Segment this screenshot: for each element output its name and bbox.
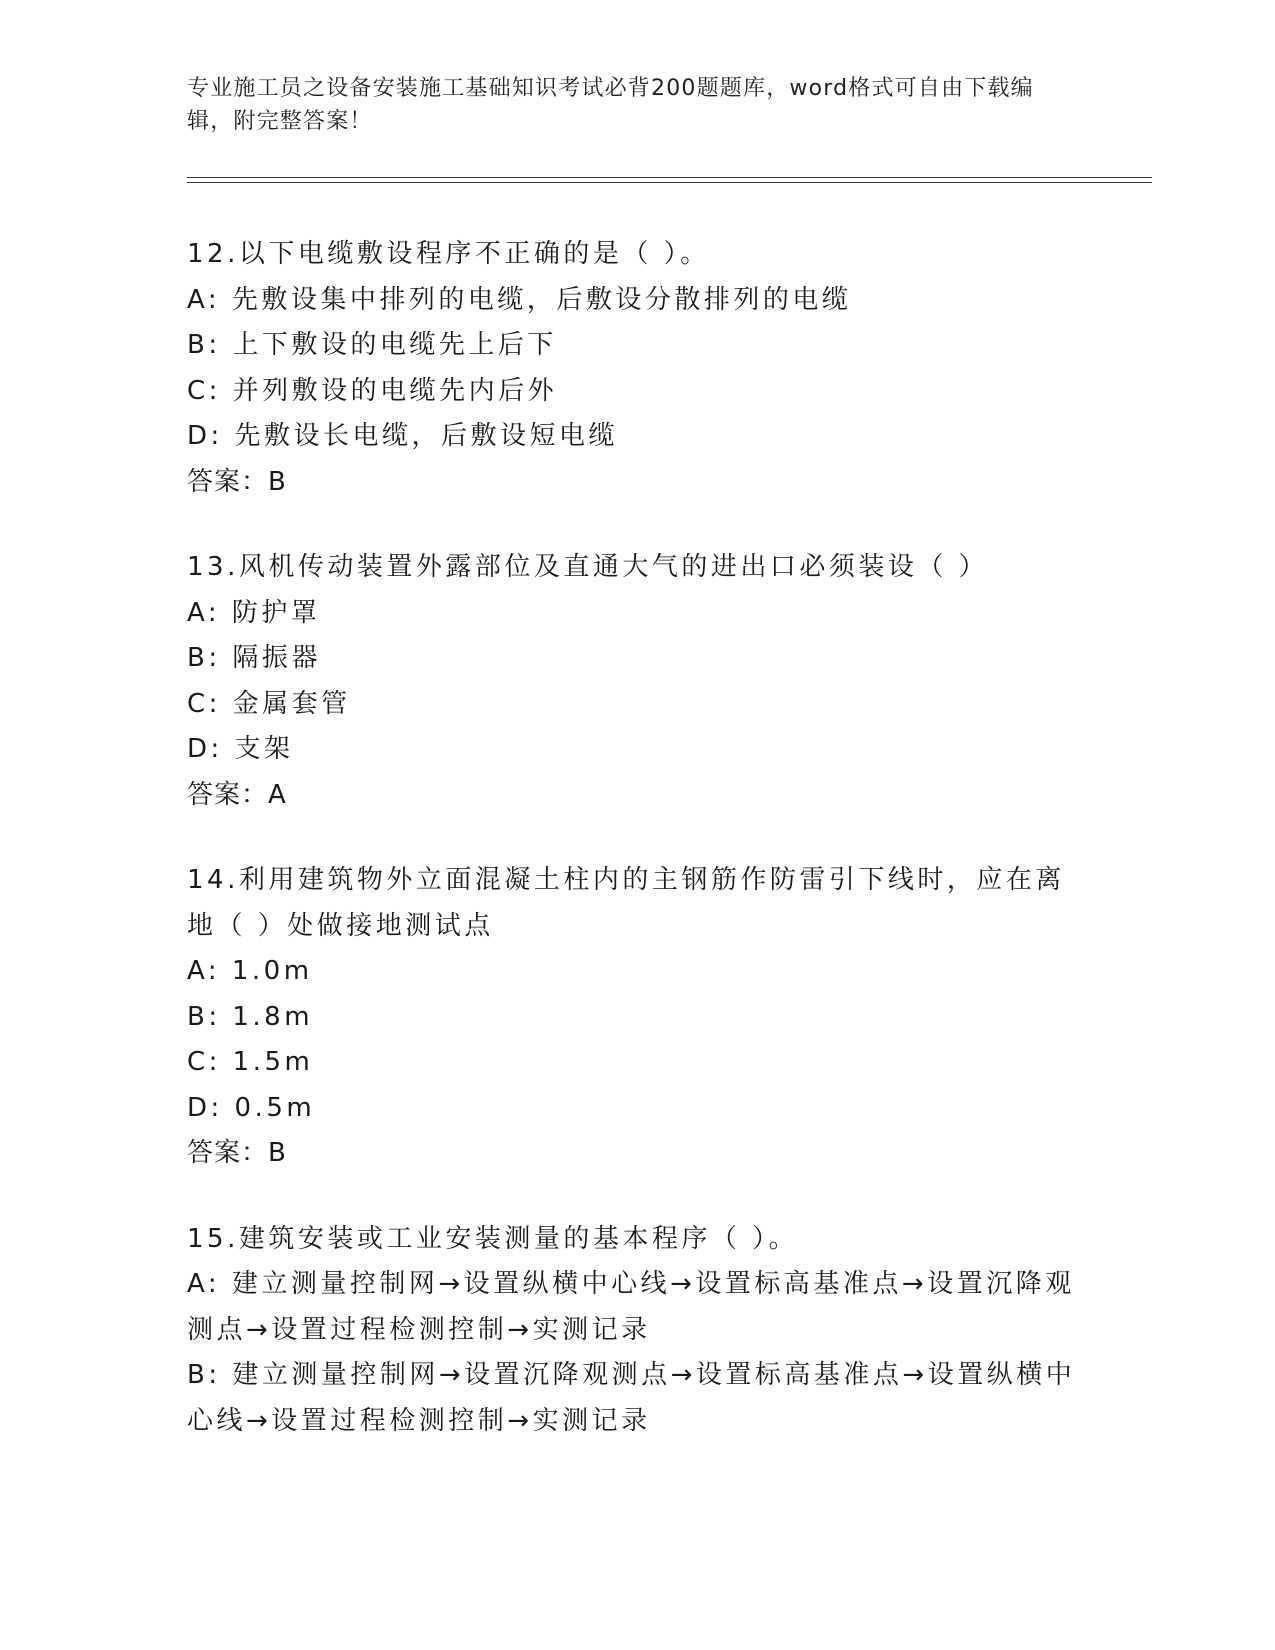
option-c: C: 并列敷设的电缆先内后外: [187, 375, 558, 406]
answer: 答案：A: [187, 779, 287, 810]
answer: 答案：B: [187, 1138, 287, 1168]
answer: 答案：B: [187, 466, 287, 497]
option-a: A: 建立测量控制网→设置纵横中心线→设置标高基准点→设置沉降观测点→设置过程检测控制→实测记录: [187, 1269, 1075, 1345]
header-rule-top: [187, 177, 1152, 178]
option-c: C: 金属套管: [187, 688, 351, 719]
question-12: [187, 232, 1087, 505]
question-15: [187, 1217, 1087, 1445]
option-b: B: 上下敷设的电缆先上后下: [187, 330, 557, 360]
question-14: [187, 858, 1087, 1177]
option-d: D: 0.5m: [187, 1092, 316, 1123]
option-c: C: 1.5m: [187, 1047, 314, 1077]
question-13: [187, 545, 1087, 818]
option-a: A: 1.0m: [187, 956, 313, 986]
question-text: 12.以下电缆敷设程序不正确的是（ ）。: [187, 239, 710, 269]
option-d: D: 先敷设长电缆，后敷设短电缆: [187, 421, 619, 451]
document-header: 专业施工员之设备安装施工基础知识考试必背200题题库，word格式可自由下载编辑，附完整答案！: [187, 76, 1034, 134]
option-a: A: 防护罩: [187, 597, 321, 628]
question-text: 15.建筑安装或工业安装测量的基本程序（ ）。: [187, 1223, 799, 1254]
question-text: 14.利用建筑物外立面混凝土柱内的主钢筋作防雷引下线时，应在离地（ ）处做接地测试点: [187, 865, 1065, 941]
option-d: D: 支架: [187, 734, 294, 764]
question-text: 13.风机传动装置外露部位及直通大气的进出口必须装设（ ）: [187, 552, 989, 582]
header-rule-bottom: [187, 182, 1152, 183]
question-list: [187, 232, 1087, 1484]
option-b: B: 隔振器: [187, 643, 321, 673]
option-b: B: 1.8m: [187, 1001, 314, 1032]
option-a: A: 先敷设集中排列的电缆，后敷设分散排列的电缆: [187, 284, 852, 315]
option-b: B: 建立测量控制网→设置沉降观测点→设置标高基准点→设置纵横中心线→设置过程检测控制→实测记录: [187, 1360, 1076, 1436]
